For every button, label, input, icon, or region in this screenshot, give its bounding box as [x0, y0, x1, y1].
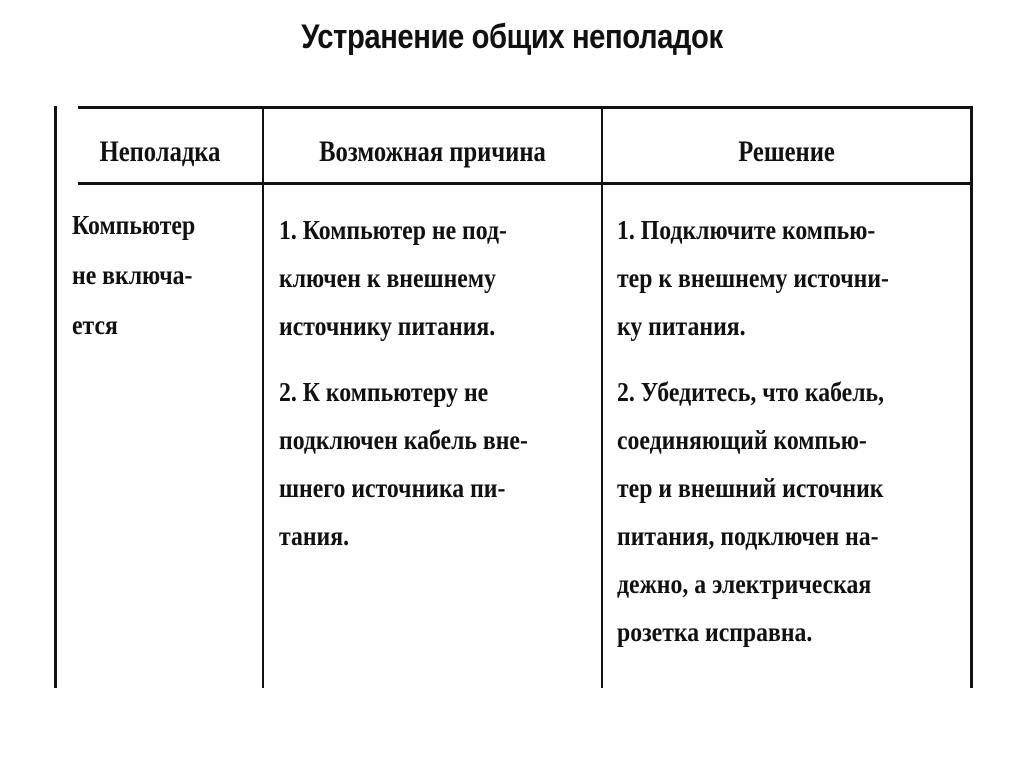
page-title: Устранение общих неполадок [301, 18, 723, 56]
header-solution: Решение [738, 135, 835, 168]
solution-1-line: тер к внешнему источни- [617, 263, 889, 293]
column-divider-1 [262, 106, 264, 688]
solution-2-line: 2. Убедитесь, что кабель, [617, 377, 885, 407]
solution-1-line: 1. Подключите компью- [617, 215, 876, 245]
solution-1-line: ку питания. [617, 311, 746, 341]
cause-2-line: тания. [279, 521, 350, 551]
header-cause: Возможная причина [319, 135, 546, 168]
problem-line: ется [72, 310, 118, 340]
cause-cell [279, 206, 528, 560]
table-left-border [54, 106, 57, 688]
problem-cell [72, 200, 195, 350]
cause-2-line: шнего источника пи- [279, 473, 506, 503]
solution-cell [617, 206, 889, 656]
header-problem: Неполадка [99, 135, 221, 168]
table-right-border [970, 106, 973, 688]
solution-2-line: соединяющий компью- [617, 425, 867, 455]
problem-line: Компьютер [72, 210, 196, 240]
column-divider-2 [601, 106, 603, 688]
cause-1-line: ключен к внешнему [279, 263, 496, 293]
solution-2-line: питания, подключен на- [617, 521, 879, 551]
cause-1-line: 1. Компьютер не под- [279, 215, 507, 245]
cause-2-line: 2. К компьютеру не [279, 377, 489, 407]
solution-2-line: тер и внешний источник [617, 473, 884, 503]
table-header-divider [78, 182, 972, 185]
cause-2-line: подключен кабель вне- [279, 425, 528, 455]
solution-2-line: дежно, а электрическая [617, 569, 872, 599]
table-top-border [78, 106, 972, 109]
solution-2-line: розетка исправна. [617, 617, 813, 647]
cause-1-line: источнику питания. [279, 311, 496, 341]
problem-line: не включа- [72, 260, 193, 290]
